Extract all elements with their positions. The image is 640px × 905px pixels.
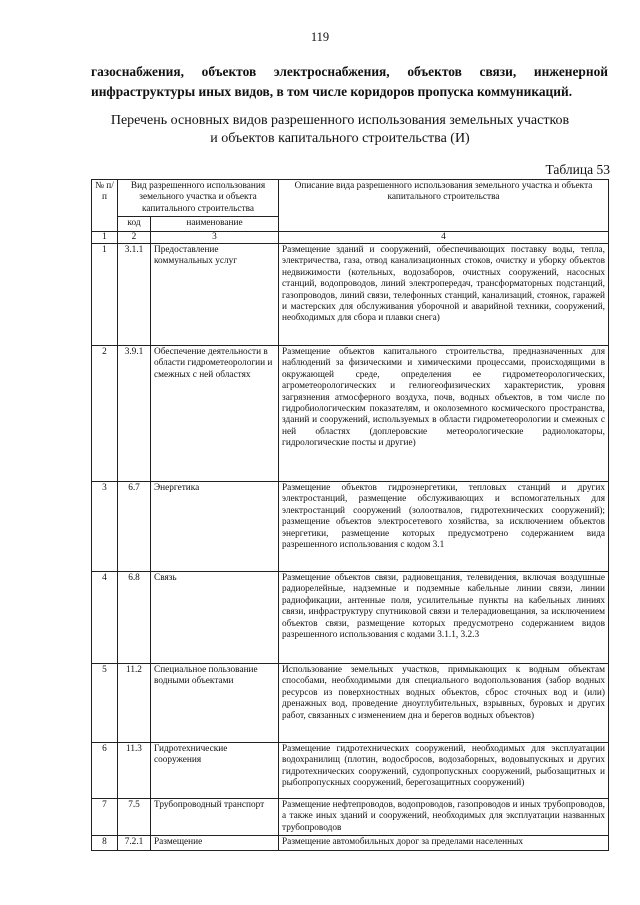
row-name: Предоставление коммунальных услуг [151, 244, 279, 346]
header-code: код [118, 217, 151, 231]
row-code: 7.5 [118, 799, 151, 836]
column-index-cell: 1 [92, 231, 118, 243]
column-index-cell: 2 [118, 231, 151, 243]
table-row [92, 482, 609, 572]
row-name: Размещение [151, 836, 279, 850]
table-row [92, 244, 609, 346]
table-row [92, 836, 609, 850]
row-code: 6.8 [118, 572, 151, 664]
row-description: Размещение объектов гидроэнергетики, тепловых станций и других электростанций, размещение обслуживающих и вспомогательных для электростанций сооружений (золоотвалов, гидротехнических сооружений); размещение объектов электросетевого хозяйства, за исключением объектов энергетики, размещение которых предусмотрено содержанием вида разрешенного использования с кодом 3.1 [279, 482, 609, 572]
row-num: 6 [92, 743, 118, 799]
row-name: Обеспечение деятельности в области гидрометеорологии и смежных с ней областях [151, 346, 279, 482]
column-index-row [92, 231, 609, 243]
row-num: 3 [92, 482, 118, 572]
table-row [92, 664, 609, 743]
table-row [92, 572, 609, 664]
list-title-line2: и объектов капитального строительства (И) [210, 131, 470, 146]
row-description: Размещение автомобильных дорог за пределами населенных [279, 836, 609, 850]
row-description: Размещение гидротехнических сооружений, необходимых для эксплуатации водохранилищ (плотин, водосбросов, водозаборных, водовыпускных и других гидротехнических сооружений, судопропускных сооружений, рыбозащитных и рыбопропускных сооружений, берегозащитных сооружений) [279, 743, 609, 799]
list-title-line1: Перечень основных видов разрешенного использования земельных участков [110, 113, 570, 128]
header-description: Описание вида разрешенного использования земельного участка и объекта капитального строительства [279, 180, 609, 232]
row-name: Энергетика [151, 482, 279, 572]
table-row [92, 346, 609, 482]
table-header-row [92, 180, 609, 217]
row-num: 1 [92, 244, 118, 346]
header-num: № п/п [92, 180, 118, 232]
row-code: 7.2.1 [118, 836, 151, 850]
row-num: 4 [92, 572, 118, 664]
row-name: Связь [151, 572, 279, 664]
row-num: 7 [92, 799, 118, 836]
row-name: Гидротехнические сооружения [151, 743, 279, 799]
row-name: Специальное пользование водными объектами [151, 664, 279, 743]
row-code: 6.7 [118, 482, 151, 572]
row-description: Размещение объектов связи, радиовещания, телевидения, включая воздушные радиорелейные, надземные и подземные кабельные линии связи, линии радиофикации, антенные поля, усилительные пункты на кабельных линиях связи, инфраструктуру спутниковой связи и телерадиовещания, за исключением объектов связи, размещение которых предусмотрено содержанием видов разрешенного использования с кодами 3.1.1, 3.2.3 [279, 572, 609, 664]
list-title [60, 112, 620, 148]
header-name: наименование [151, 217, 279, 231]
row-code: 3.1.1 [118, 244, 151, 346]
row-description: Размещение зданий и сооружений, обеспечивающих поставку воды, тепла, электричества, газа, отвод канализационных стоков, очистку и уборку объектов недвижимости (котельных, водозаборов, очистных сооружений, насосных станций, водопроводов, линий электропередач, трансформаторных подстанций, газопроводов, линий связи, телефонных станций, канализаций, стоянок, гаражей и мастерских для обслуживания уборочной и аварийной техники, сооружений, необходимых для сбора и плавки снега) [279, 244, 609, 346]
table-row [92, 799, 609, 836]
row-num: 2 [92, 346, 118, 482]
row-code: 11.3 [118, 743, 151, 799]
table-row [92, 743, 609, 799]
row-code: 3.9.1 [118, 346, 151, 482]
land-use-table [91, 179, 609, 851]
header-type-group: Вид разрешенного использования земельного участка и объекта капитального строительства [118, 180, 279, 217]
row-description: Размещение объектов капитального строительства, предназначенных для наблюдений за физическими и химическими процессами, происходящими в окружающей среде, определения ее гидрометеорологических, агрометеорологических и гелиогеофизических характеристик, уровня загрязнения атмосферного воздуха, почв, водных объектов, в том числе по гидробиологическим показателям, и околоземного космического пространства, зданий и сооружений, используемых в области гидрометеорологии и смежных с ней областях (доплеровские метеорологические радиолокаторы, гидрологические посты и другие) [279, 346, 609, 482]
intro-paragraph: газоснабжения, объектов электроснабжения, объектов связи, инженерной инфраструктуры иных видов, в том числе коридоров пропуска коммуникаций. [91, 64, 608, 99]
row-code: 11.2 [118, 664, 151, 743]
column-index-cell: 4 [279, 231, 609, 243]
table-label: Таблица 53 [545, 162, 610, 177]
row-num: 5 [92, 664, 118, 743]
page-number: 119 [310, 30, 330, 44]
row-num: 8 [92, 836, 118, 850]
column-index-cell: 3 [151, 231, 279, 243]
row-description: Использование земельных участков, примыкающих к водным объектам способами, необходимыми для специального водопользования (забор водных ресурсов из поверхностных водных объектов, сброс сточных вод и (или) дренажных вод, проведение дноуглубительных, взрывных, буровых и других работ, связанных с изменением дна и берегов водных объектов) [279, 664, 609, 743]
row-description: Размещение нефтепроводов, водопроводов, газопроводов и иных трубопроводов, а также иных зданий и сооружений, необходимых для эксплуатации названных трубопроводов [279, 799, 609, 836]
row-name: Трубопроводный транспорт [151, 799, 279, 836]
